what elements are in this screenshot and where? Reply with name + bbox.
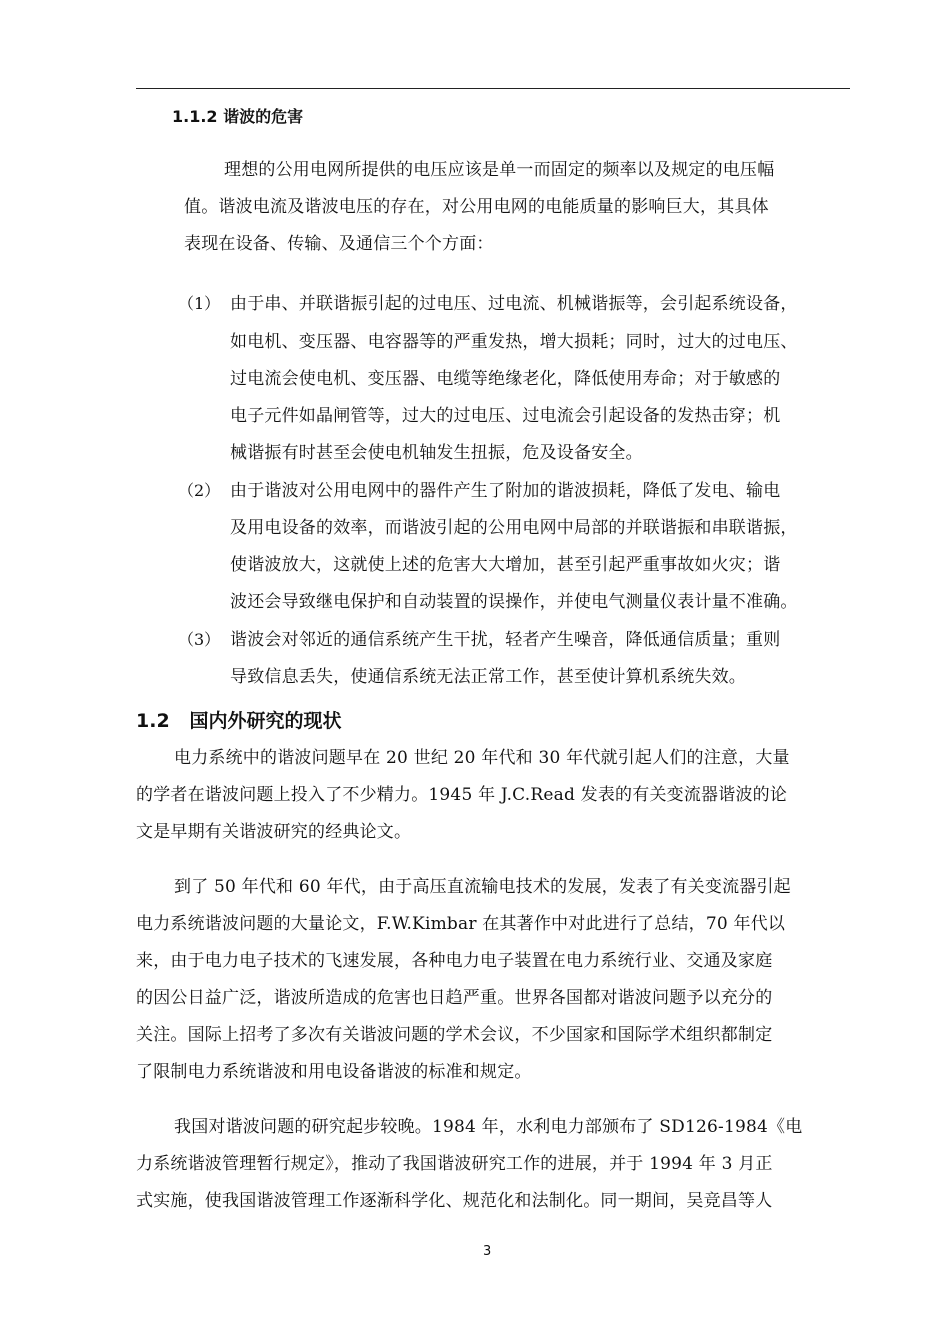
subsection-heading: 1.2 国内外研究的现状 (136, 710, 342, 732)
paragraph-line: 的学者在谐波问题上投入了不少精力。1945 年 J.C.Read 发表的有关变流器谐波的论 (136, 785, 788, 805)
header-rule (136, 88, 850, 89)
intro-line: 表现在设备、传输、及通信三个个方面： (184, 234, 494, 254)
list-item-line: 械谐振有时甚至会使电机轴发生扭振，危及设备安全。 (230, 443, 643, 463)
list-item-number: （2） (178, 481, 221, 500)
page-number: 3 (483, 1244, 492, 1259)
paragraph-line: 力系统谐波管理暂行规定》，推动了我国谐波研究工作的进展，并于 1994 年 3 月正 (136, 1154, 773, 1174)
list-item-line: 谐波会对邻近的通信系统产生干扰，轻者产生噪音，降低通信质量；重则 (230, 630, 781, 650)
paragraph-line: 的因公日益广泛，谐波所造成的危害也日趋严重。世界各国都对谐波问题予以充分的 (136, 988, 773, 1008)
paragraph-line: 来，由于电力电子技术的飞速发展，各种电力电子装置在电力系统行业、交通及家庭 (136, 951, 773, 971)
list-item-line: 如电机、变压器、电容器等的严重发热，增大损耗；同时，过大的过电压、 (230, 332, 798, 352)
list-item-line: 过电流会使电机、变压器、电缆等绝缘老化，降低使用寿命；对于敏感的 (230, 369, 781, 389)
list-item-line: 电子元件如晶闸管等，过大的过电压、过电流会引起设备的发热击穿；机 (230, 406, 781, 426)
paragraph-line: 关注。国际上招考了多次有关谐波问题的学术会议，不少国家和国际学术组织都制定 (136, 1025, 773, 1045)
paragraph-line: 文是早期有关谐波研究的经典论文。 (136, 822, 412, 842)
paragraph-line: 到了 50 年代和 60 年代，由于高压直流输电技术的发展，发表了有关变流器引起 (174, 877, 791, 897)
list-item-number: （3） (178, 630, 221, 649)
paragraph-line: 我国对谐波问题的研究起步较晚。1984 年，水利电力部颁布了 SD126-1984《电 (174, 1117, 803, 1137)
section-heading: 1.1.2 谐波的危害 (172, 107, 304, 126)
paragraph-line: 电力系统中的谐波问题早在 20 世纪 20 年代和 30 年代就引起人们的注意，大量 (174, 748, 790, 768)
list-item-line: 及用电设备的效率，而谐波引起的公用电网中局部的并联谐振和串联谐振， (230, 518, 798, 538)
intro-line: 理想的公用电网所提供的电压应该是单一而固定的频率以及规定的电压幅 (224, 160, 775, 180)
list-item-line: 波还会导致继电保护和自动装置的误操作，并使电气测量仪表计量不准确。 (230, 592, 798, 612)
intro-line: 值。谐波电流及谐波电压的存在，对公用电网的电能质量的影响巨大，其具体 (184, 197, 769, 217)
list-item-number: （1） (178, 294, 221, 313)
paragraph-line: 了限制电力系统谐波和用电设备谐波的标准和规定。 (136, 1062, 532, 1082)
paragraph-line: 式实施，使我国谐波管理工作逐渐科学化、规范化和法制化。同一期间，吴竞昌等人 (136, 1191, 773, 1211)
list-item-line: 由于谐波对公用电网中的器件产生了附加的谐波损耗，降低了发电、输电 (230, 481, 781, 501)
list-item-line: 使谐波放大，这就使上述的危害大大增加，甚至引起严重事故如火灾；谐 (230, 555, 781, 575)
list-item-line: 导致信息丢失，使通信系统无法正常工作，甚至使计算机系统失效。 (230, 667, 746, 687)
paragraph-line: 电力系统谐波问题的大量论文，F.W.Kimbar 在其著作中对此进行了总结，70 年代以 (136, 914, 786, 934)
list-item-line: 由于串、并联谐振引起的过电压、过电流、机械谐振等，会引起系统设备， (230, 294, 798, 314)
